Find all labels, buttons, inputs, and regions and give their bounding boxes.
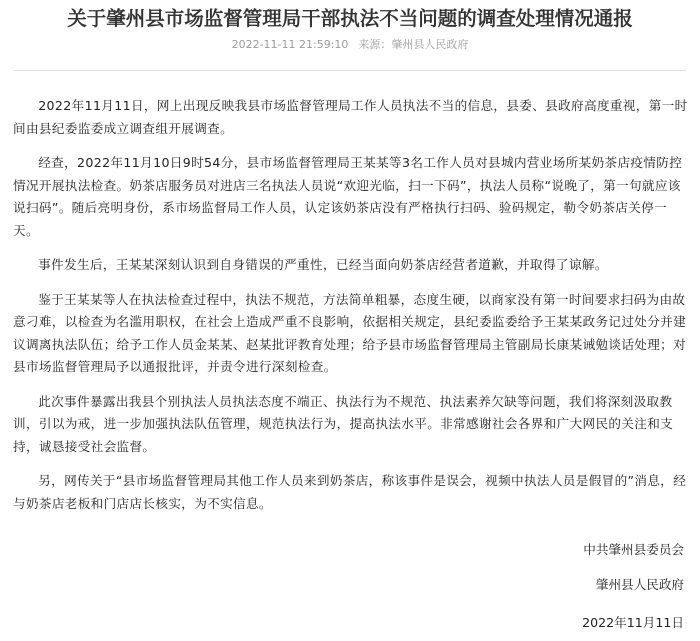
article-meta — [0, 38, 700, 52]
paragraph-1: 2022年11月11日，网上出现反映我县市场监督管理局工作人员执法不当的信息，县委、县政府高度重视，第一时间由县纪委监委成立调查组开展调查。 — [13, 98, 688, 136]
paragraph-5: 此次事件暴露出我县个别执法人员执法态度不端正、执法行为不规范、执法素养欠缺等问题，我们将深刻汲取教训，引以为戒，进一步加强执法队伍管理，规范执法行为，提高执法水平。非常感谢社会各界和广大网民的关注和支持，诚恳接受社会监督。 — [13, 393, 674, 454]
paragraph-2: 经查，2022年11月10日9时54分，县市场监督管理局王某某等3名工作人员对县城内营业场所某奶茶店疫情防控情况开展执法检查。奶茶店服务员对进店三名执法人员说“欢迎光临，扫一下码”，执法人员称“说晚了，第一句就应该说扫码”。随后亮明身份，系市场监督局工作人员，认定该奶茶店没有严格执行扫码、验码规定，勒令奶茶店关停一天。 — [13, 155, 683, 238]
paragraph-6: 另，网传关于“县市场监督管理局其他工作人员来到奶茶店，称该事件是误会，视频中执法人员是假冒的”消息，经与奶茶店老板和门店店长核实，为不实信息。 — [13, 473, 687, 511]
paragraph-4: 鉴于王某某等人在执法检查过程中，执法不规范，方法简单粗暴，态度生硬，以商家没有第一时间要求扫码为由故意刁难，以检查为名滥用职权，在社会上造成严重不良影响，依据相关规定，县纪委监委给予王某某政务记过处分并建议调离执法队伍；给予工作人员金某某、赵某批评教育处理；给予县市场监督管理局主管副局长康某诫勉谈话处理；对县市场监督管理局予以通报批评，并责令进行深刻检查。 — [13, 291, 687, 374]
article-body — [13, 95, 689, 527]
publish-datetime: 2022-11-11 21:59:10 — [231, 38, 349, 51]
signature-party-committee: 中共肇州县委员会 — [583, 542, 684, 557]
signature-county-government: 肇州县人民政府 — [595, 577, 684, 592]
paragraph-3: 事件发生后，王某某深刻认识到自身错误的严重性，已经当面向奶茶店经营者道歉，并取得了谅解。 — [38, 257, 608, 272]
title-divider — [14, 70, 686, 71]
article-source: 来源：肇州县人民政府 — [358, 38, 469, 51]
article-title: 关于肇州县市场监督管理局干部执法不当问题的调查处理情况通报 — [67, 7, 633, 30]
signature-date: 2022年11月11日 — [582, 615, 684, 630]
